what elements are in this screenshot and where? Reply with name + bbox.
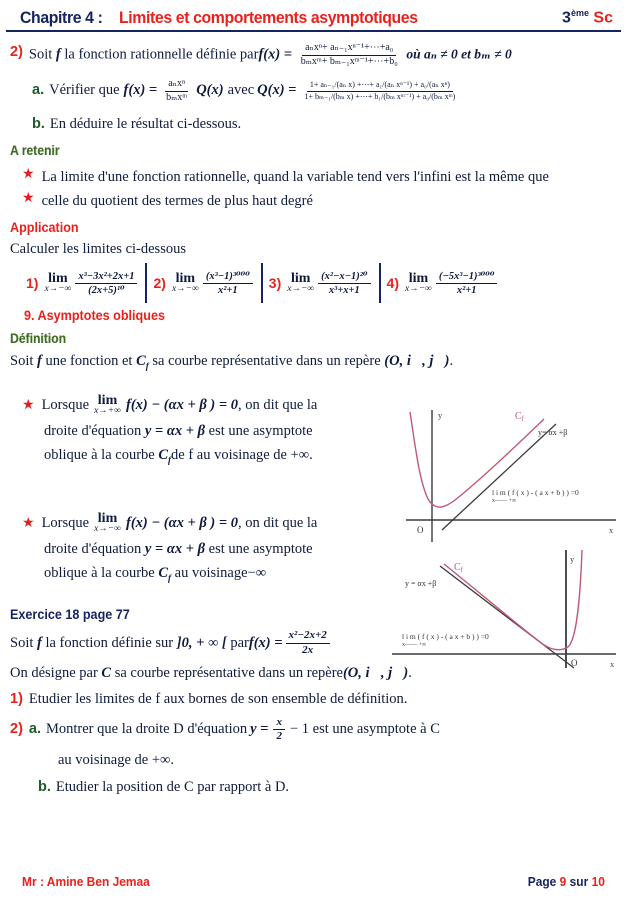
limit-annotation-sub: x—— +∞ [402, 642, 427, 648]
item-2-marker: 2) [10, 44, 23, 60]
bullet-2-cf: $C_f$ [158, 565, 172, 584]
exercise-q2a-frac-den: 2 [276, 730, 282, 743]
item-2a-frac-den: bₘxᵐ [166, 91, 188, 103]
x-axis-label: x [610, 659, 615, 669]
limit-3-lim: lim [290, 271, 311, 286]
author-name: Mr : Amine Ben Jemaa [22, 874, 150, 889]
retenir-bullet-1 [22, 168, 617, 188]
application-heading-wrap [10, 219, 617, 237]
page-total: 10 [591, 874, 605, 889]
limit-2-marker: 2) [153, 275, 166, 292]
bullet-1-expr: f(x) − (αx + β ) = 0 [125, 396, 239, 413]
exercise-q1-text: Etudier les limites de f aux bornes de son ensemble de définition. [28, 691, 408, 708]
bullet-minus-infinity [22, 512, 414, 584]
definition-heading: Définition [10, 331, 67, 347]
bullet-1-line3c: de f au voisinage de +∞. [171, 447, 313, 464]
bullet-1-line-1 [22, 394, 414, 417]
bullet-1-line2c: est une asymptote [208, 422, 313, 439]
bullet-1-sub: x→+∞ [94, 406, 121, 417]
retenir-bullet-2 [22, 192, 617, 212]
limit-1-lim: lim [48, 271, 68, 286]
item-2b-text: En déduire le résultat ci-dessous. [49, 116, 242, 132]
item-2a-q-fraction [301, 81, 458, 101]
line-equation-label: y= αx +β [538, 428, 568, 437]
item-2-text-before: Soit [28, 46, 53, 63]
limit-annotation: l i m ( f ( x ) - ( a x + b ) ) =0 [402, 632, 489, 641]
limit-item-1 [10, 271, 145, 296]
figure-oblique-asymptote-minus-infinity [388, 544, 622, 672]
exercise-q2a-text-before: Montrer que la droite D d'équation [46, 720, 248, 737]
item-2a-avec: avec [227, 82, 255, 99]
retenir-bullet-2-text: celle du quotient des termes de plus haut degré [41, 193, 313, 210]
item-2b-marker: b. [32, 116, 45, 132]
bullet-plus-infinity [22, 394, 414, 466]
limit-4-fraction [436, 271, 498, 296]
limit-3-sub: x→−∞ [287, 284, 315, 294]
item-2-line [10, 43, 617, 67]
exercise-domain: ]0, + ∞ [ [176, 634, 227, 651]
line-equation-label: y = αx +β [405, 579, 437, 588]
limit-3-operator [287, 272, 314, 295]
exercise-line1c: la fonction définie sur [45, 634, 174, 651]
limit-4-den: x²+1 [456, 284, 477, 296]
limit-4-num: (−5x³−1)³⁰⁰⁰ [436, 271, 498, 284]
bullet-2-expr: f(x) − (αx + β ) = 0 [125, 514, 239, 531]
bullet-2-sub: x→−∞ [94, 524, 121, 535]
exercise-q2a-fraction [273, 717, 285, 743]
bullet-1-lim: lim [97, 393, 118, 409]
limit-item-3 [263, 271, 379, 296]
item-2a-text: Vérifier que [49, 82, 120, 99]
limit-3-num: (x²−x−1)²⁰ [318, 271, 370, 284]
exercise-line1a: Soit [10, 634, 34, 651]
grade-section: Sc [593, 9, 613, 27]
limit-1-operator [44, 272, 71, 295]
item-2a-qx: Q(x) [196, 82, 224, 99]
limit-4-marker: 4) [386, 275, 399, 292]
section-9-heading: 9. Asymptotes obliques [24, 307, 165, 324]
bullet-1-lead: Lorsque [41, 396, 90, 413]
application-subtitle: Calculer les limites ci-dessous [10, 240, 186, 257]
bullet-2-line3a: oblique à la courbe [44, 565, 155, 582]
bullet-2-limit [94, 512, 121, 535]
item-2-text [29, 43, 512, 67]
page-title: Limites et comportements asymptotiques [118, 8, 418, 27]
page-current: 9 [559, 874, 567, 889]
bullet-2-line2a: droite d'équation [44, 540, 142, 557]
curve-label: $C_f$ [454, 562, 464, 574]
exercise-heading: Exercice 18 page 77 [10, 606, 130, 623]
section-9-heading-wrap [24, 307, 617, 325]
star-icon: ★ [22, 397, 35, 413]
y-axis-label: y [438, 410, 443, 420]
item-2a-frac-num: aₙxⁿ [165, 79, 188, 92]
application-limits-row [10, 263, 617, 303]
exercise-q2-marker: 2) [10, 720, 23, 737]
limit-1-fraction [75, 271, 137, 296]
item-2a-line [32, 79, 617, 103]
page-header [6, 4, 621, 32]
item-2-function-symbol: f [55, 46, 61, 63]
star-icon: ★ [22, 166, 35, 182]
bullet-2-line-3 [44, 564, 414, 584]
exercise-q2a-frac-num: x [273, 717, 285, 731]
bullet-2-lead: Lorsque [41, 514, 90, 531]
bullet-1-line-3 [44, 446, 414, 466]
star-icon: ★ [22, 515, 35, 531]
limit-item-2 [147, 271, 260, 296]
item-2-fraction [298, 43, 401, 67]
limit-1-marker: 1) [26, 275, 39, 292]
limit-3-marker: 3) [268, 275, 282, 292]
limit-item-4 [381, 271, 506, 296]
item-2a-q-num: 1+ aₙ₋₁/(aₙ x) +⋯+ a₁/(aₙ xⁿ⁻¹) + a₀/(aₙ xⁿ) [307, 81, 453, 91]
y-axis-label: y [570, 554, 575, 564]
bullet-2-line-2 [44, 540, 414, 560]
exercise-q2a-text-after: − 1 est une asymptote à C [289, 720, 440, 737]
figure-2-svg [388, 544, 622, 672]
bullet-2-line3c: au voisinage−∞ [174, 565, 267, 582]
exercise-q1-marker: 1) [10, 691, 23, 708]
item-2b-line [32, 115, 617, 135]
limit-3-den: x³+x+1 [328, 284, 360, 296]
star-icon: ★ [22, 191, 35, 207]
definition-text: Soit f une fonction et $C_f$ sa courbe représentative dans un repère (O, i⃗, j⃗). [10, 353, 454, 372]
exercise-line1e: par [230, 634, 249, 651]
item-2-text-mid: la fonction rationnelle définie par [64, 46, 259, 63]
exercise-q2b [38, 778, 617, 798]
limit-annotation: l i m ( f ( x ) - ( a x + b ) ) =0 [492, 488, 579, 497]
header-title-group [20, 8, 440, 28]
limit-3-fraction [318, 271, 370, 296]
limit-2-fraction [203, 271, 253, 296]
limit-4-operator [405, 272, 432, 295]
item-2-denominator: bₘxᵐ+ bₘ₋₁xᵐ⁻¹+⋯+b₀ [300, 55, 398, 67]
bullet-2-line-1 [22, 512, 414, 535]
exercise-frac-den: 2x [302, 643, 314, 656]
exercise-fraction [286, 630, 330, 656]
limit-2-lim: lim [175, 271, 196, 286]
exercise-q2a-marker: a. [28, 720, 41, 737]
bullet-2-line2c: est une asymptote [208, 540, 313, 557]
exercise-f: f [37, 634, 42, 651]
limit-1-den: (2x+5)¹⁰ [88, 284, 125, 296]
limit-1-sub: x→−∞ [44, 284, 72, 294]
item-2-numerator: aₙxⁿ+ aₙ₋₁xⁿ⁻¹+⋯+a₀ [302, 43, 396, 56]
exercise-line-2: On désigne par C sa courbe représentative dans un repère(O, i⃗, j⃗). [10, 664, 412, 681]
limit-2-sub: x→−∞ [171, 284, 199, 294]
retenir-bullet-1-text: La limite d'une fonction rationnelle, quand la variable tend vers l'infini est la même que [41, 168, 549, 185]
retenir-heading-wrap [10, 142, 617, 160]
exercise-fx: f(x) = [248, 634, 283, 651]
figure-oblique-asymptote-plus-infinity [404, 402, 622, 546]
bullet-1-line2a: droite d'équation [44, 422, 142, 439]
item-2-condition: où aₙ ≠ 0 et bₘ ≠ 0 [406, 46, 512, 62]
grade-number: 3 [562, 9, 571, 27]
bullet-2-tail: , on dit que la [238, 514, 318, 531]
exercise-q2a [10, 717, 617, 743]
retenir-heading: A retenir [10, 142, 60, 158]
bullet-1-cf: $C_f$ [158, 447, 172, 466]
exercise-frac-num: x²−2x+2 [286, 630, 330, 644]
page-mid: sur [569, 874, 589, 889]
chapter-label: Chapitre 4 : [20, 8, 103, 27]
exercise-q2a-line2: au voisinage de +∞. [58, 751, 174, 768]
bullet-1-line2b: y = αx + β [144, 422, 206, 439]
limit-4-sub: x→−∞ [404, 284, 432, 294]
application-heading: Application [10, 218, 79, 235]
figure-1-svg [404, 402, 622, 546]
exercise-q2a-eq: y = [250, 720, 269, 737]
limit-4-lim: lim [408, 271, 429, 286]
page-number [528, 874, 605, 889]
x-axis-label: x [609, 525, 614, 535]
item-2a-marker: a. [32, 82, 45, 99]
limit-annotation-sub: x—— +∞ [492, 498, 517, 504]
grade-suffix: ème [570, 8, 589, 19]
item-2a-fraction [163, 79, 190, 103]
asymptote-line [442, 424, 556, 530]
limit-1-num: x³−3x²+2x+1 [75, 271, 137, 284]
document-page [0, 4, 627, 903]
origin-label: O [417, 525, 424, 535]
page-prefix: Page [527, 874, 557, 889]
item-2a-q-den: 1+ bₘ₋₁/(bₘ x) +⋯+ b₁/(bₘ xᵐ⁻¹) + a₀/(bₘ xᵐ) [304, 91, 456, 101]
limit-2-num: (x³−1)³⁰⁰⁰ [203, 271, 253, 284]
bullet-2-lim: lim [97, 511, 118, 527]
bullet-2-line2b: y = αx + β [144, 540, 206, 557]
asymptote-line [440, 566, 574, 668]
bullet-1-line-2 [44, 422, 414, 442]
definition-heading-wrap [10, 330, 617, 348]
item-2-fx: f(x) = [258, 46, 293, 63]
item-2a-eq: f(x) = [123, 82, 158, 99]
bullet-1-line3a: oblique à la courbe [44, 447, 155, 464]
bullet-1-limit [94, 394, 121, 417]
origin-label: O [571, 658, 578, 668]
exercise-q2b-text: Etudier la position de C par rapport à D. [55, 779, 290, 796]
limit-2-den: x²+1 [218, 284, 238, 296]
page-footer [0, 874, 627, 889]
bullet-1-tail: , on dit que la [238, 396, 318, 413]
curve-label: $C_f$ [515, 411, 525, 423]
grade-level-badge [562, 8, 613, 27]
limit-2-operator [172, 272, 199, 295]
exercise-q1 [10, 690, 617, 710]
item-2a-qx2: Q(x) = [257, 82, 297, 99]
exercise-q2b-marker: b. [38, 779, 51, 796]
